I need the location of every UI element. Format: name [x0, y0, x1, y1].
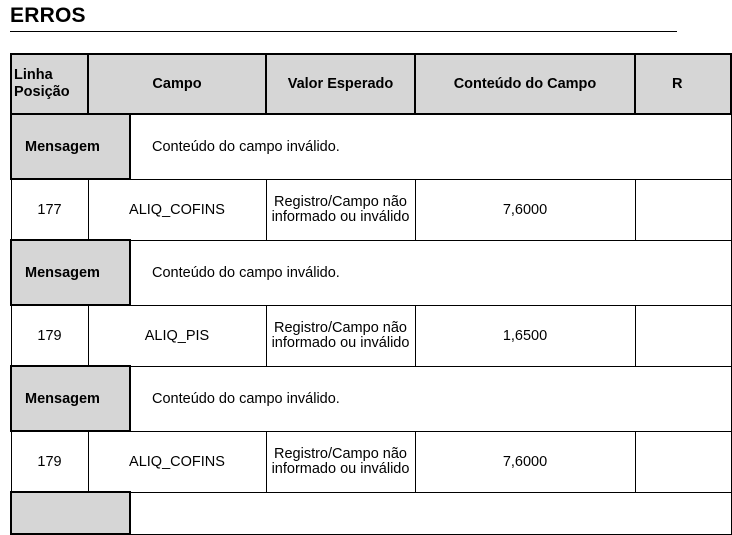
cell-truncated: [635, 431, 731, 492]
cell-conteudo: 1,6500: [415, 305, 635, 366]
message-label: Mensagem: [11, 366, 130, 431]
message-text: Conteúdo do campo inválido.: [130, 240, 731, 305]
message-label: Mensagem: [11, 114, 130, 179]
message-label: Mensagem: [11, 240, 130, 305]
message-text-partial: [130, 492, 731, 534]
cell-campo: ALIQ_COFINS: [88, 431, 266, 492]
message-text: Conteúdo do campo inválido.: [130, 114, 731, 179]
cell-campo: ALIQ_PIS: [88, 305, 266, 366]
cell-campo: ALIQ_COFINS: [88, 179, 266, 240]
header-valor-esperado: Valor Esperado: [266, 54, 415, 114]
message-row: [11, 240, 731, 305]
header-linha-posicao: [11, 54, 88, 114]
cell-valor-esperado: Registro/Campo não informado ou inválido: [266, 431, 415, 492]
message-row: [11, 114, 731, 179]
header-conteudo-campo: Conteúdo do Campo: [415, 54, 635, 114]
message-label-partial: [11, 492, 130, 534]
cell-linha: 177: [11, 179, 88, 240]
table-row: [11, 179, 731, 240]
cell-valor-esperado: Registro/Campo não informado ou inválido: [266, 179, 415, 240]
message-row: [11, 366, 731, 431]
errors-table: [10, 53, 732, 535]
cell-conteudo: 7,6000: [415, 431, 635, 492]
table-row: [11, 305, 731, 366]
message-text: Conteúdo do campo inválido.: [130, 366, 731, 431]
header-posicao-label: Posição: [14, 84, 70, 100]
cell-linha: 179: [11, 305, 88, 366]
cell-truncated: [635, 179, 731, 240]
title-divider: [10, 31, 677, 32]
header-linha-label: Linha: [14, 67, 53, 83]
cell-valor-esperado: Registro/Campo não informado ou inválido: [266, 305, 415, 366]
page-title: ERROS: [10, 4, 86, 27]
message-row-partial: [11, 492, 731, 534]
table-header-row: [11, 54, 731, 114]
cell-linha: 179: [11, 431, 88, 492]
cell-conteudo: 7,6000: [415, 179, 635, 240]
header-truncated: R: [635, 54, 731, 114]
cell-truncated: [635, 305, 731, 366]
table-row: [11, 431, 731, 492]
header-campo: Campo: [88, 54, 266, 114]
